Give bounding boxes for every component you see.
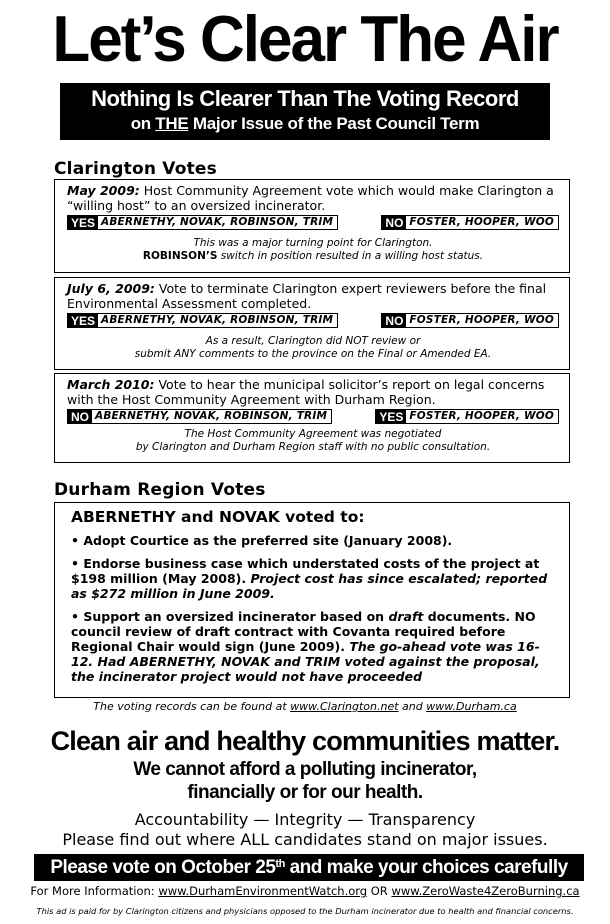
vote-names: FOSTER, HOOPER, WOO: [409, 216, 554, 228]
vote-description: [67, 281, 559, 311]
voting-record-banner: [60, 83, 550, 140]
vote-tag-right: [375, 409, 559, 424]
banner-line-2-pre: on: [130, 114, 156, 133]
vote-result-row: [67, 313, 559, 329]
durham-votes-title: Durham Region Votes: [54, 480, 266, 500]
vote-call-to-action: [34, 854, 584, 881]
vote-note-line-2: [67, 441, 559, 454]
durham-item-emphasis: The go-ahead vote was 16-12. Had ABERNETHY, NOVAK and TRIM voted against the proposal, the incinerator project would not have proceeded: [71, 639, 540, 684]
vote-badge: YES: [376, 410, 406, 423]
durham-environment-watch-link[interactable]: www.DurhamEnvironmentWatch.org: [158, 884, 368, 898]
durham-link[interactable]: www.Durham.ca: [426, 700, 517, 713]
vote-names: ABERNETHY, NOVAK, ROBINSON, TRIM: [101, 216, 334, 228]
values-line: Accountability — Integrity — Transparency: [134, 810, 476, 829]
vote-tag-right: [381, 215, 559, 230]
vote-note-rest: switch in position resulted in a willing host status.: [217, 250, 484, 262]
vote-date: March 2010:: [67, 377, 155, 392]
durham-item-text: • Support an oversized incinerator based on: [71, 609, 389, 624]
vote-names: FOSTER, HOOPER, WOO: [409, 314, 554, 326]
more-info-mid: OR: [367, 884, 392, 898]
vote-box-may-2009: [54, 179, 570, 273]
slogan-line-1: We cannot afford a polluting incinerator,: [133, 759, 477, 780]
banner-line-2: [60, 113, 550, 135]
voting-records-note: [0, 700, 610, 713]
vote-badge: NO: [68, 410, 92, 423]
more-information: [0, 884, 610, 898]
vote-tag-left: [67, 313, 338, 328]
vote-note: [67, 428, 559, 454]
vote-box-july-2009: [54, 277, 570, 370]
vote-date: July 6, 2009:: [67, 281, 155, 296]
vote-description: [67, 377, 559, 407]
vote-names: ABERNETHY, NOVAK, ROBINSON, TRIM: [101, 314, 334, 326]
vote-bar-post: and make your choices carefully: [284, 857, 568, 878]
vote-bar-sup: th: [275, 858, 285, 870]
vote-note-rest: by Clarington and Durham Region staff with no public consultation.: [135, 441, 491, 453]
slogan-clean-air: Clean air and healthy communities matter.: [50, 726, 560, 756]
vote-names: ABERNETHY, NOVAK, ROBINSON, TRIM: [95, 410, 328, 422]
banner-line-2-post: Major Issue of the Past Council Term: [188, 114, 480, 133]
durham-heading: ABERNETHY and NOVAK voted to:: [71, 508, 365, 526]
durham-item-business-case: [71, 556, 561, 601]
vote-note: [67, 335, 559, 361]
clarington-votes-title: Clarington Votes: [54, 159, 217, 179]
zero-waste-link[interactable]: www.ZeroWaste4ZeroBurning.ca: [391, 884, 580, 898]
vote-text: Host Community Agreement vote which would make Clarington a “willing host” to an oversized incinerator.: [67, 183, 554, 213]
durham-item-courtice: • Adopt Courtice as the preferred site (January 2008).: [71, 533, 453, 548]
vote-note-line-1: The Host Community Agreement was negotiated: [184, 428, 442, 440]
vote-note-line-2: [67, 250, 559, 263]
durham-item-text: • Endorse business case which understated costs of the project at $198 million (May 2008).: [71, 556, 540, 586]
vote-text: Vote to terminate Clarington expert reviewers before the final Environmental Assessment completed.: [67, 281, 547, 311]
vote-date: May 2009:: [67, 183, 140, 198]
vote-text: Vote to hear the municipal solicitor’s report on legal concerns with the Host Community Agreement with Durham Region.: [67, 377, 545, 407]
vote-box-march-2010: [54, 373, 570, 463]
durham-item-incinerator: [71, 609, 561, 684]
vote-badge: YES: [68, 216, 98, 229]
vote-tag-left: [67, 409, 332, 424]
vote-result-row: [67, 215, 559, 231]
vote-note-line-2: [67, 348, 559, 361]
slogan-polluting-incinerator: [0, 758, 610, 804]
durham-item-text: documents. NO council review of draft contract with Covanta required before Regional Chair would sign (June 2009).: [71, 609, 536, 654]
banner-emphasis: THE: [155, 114, 189, 133]
headline: Let’s Clear The Air: [52, 3, 558, 76]
find-out-line: Please find out where ALL candidates stand on major issues.: [62, 830, 548, 849]
vote-badge: YES: [68, 314, 98, 327]
durham-item-emphasis: Project cost has since escalated; reported as $272 million in June 2009.: [71, 571, 548, 601]
vote-bar-pre: Please vote on October 25: [50, 857, 276, 878]
slogan-line-2: financially or for our health.: [187, 782, 423, 803]
records-pre: The voting records can be found at: [93, 700, 291, 713]
vote-tag-left: [67, 215, 338, 230]
vote-note-line-1: As a result, Clarington did NOT review or: [205, 335, 421, 347]
vote-badge: NO: [382, 216, 406, 229]
vote-note: [67, 237, 559, 263]
vote-note-line-1: This was a major turning point for Clarington.: [193, 237, 433, 249]
paid-disclaimer: This ad is paid for by Clarington citizens and physicians opposed to the Durham incinerator due to health and financial concerns.: [36, 906, 574, 916]
clarington-link[interactable]: www.Clarington.net: [290, 700, 399, 713]
durham-votes-box: [54, 502, 570, 698]
vote-note-emphasis: ROBINSON’S: [142, 250, 218, 262]
banner-line-1: Nothing Is Clearer Than The Voting Record: [91, 86, 519, 111]
records-mid: and: [398, 700, 427, 713]
vote-names: FOSTER, HOOPER, WOO: [409, 410, 554, 422]
vote-description: [67, 183, 559, 213]
durham-item-emphasis: draft: [388, 609, 424, 624]
vote-note-rest: submit ANY comments to the province on the Final or Amended EA.: [134, 348, 492, 360]
more-info-pre: For More Information:: [30, 884, 159, 898]
vote-result-row: [67, 409, 559, 425]
vote-badge: NO: [382, 314, 406, 327]
vote-tag-right: [381, 313, 559, 328]
